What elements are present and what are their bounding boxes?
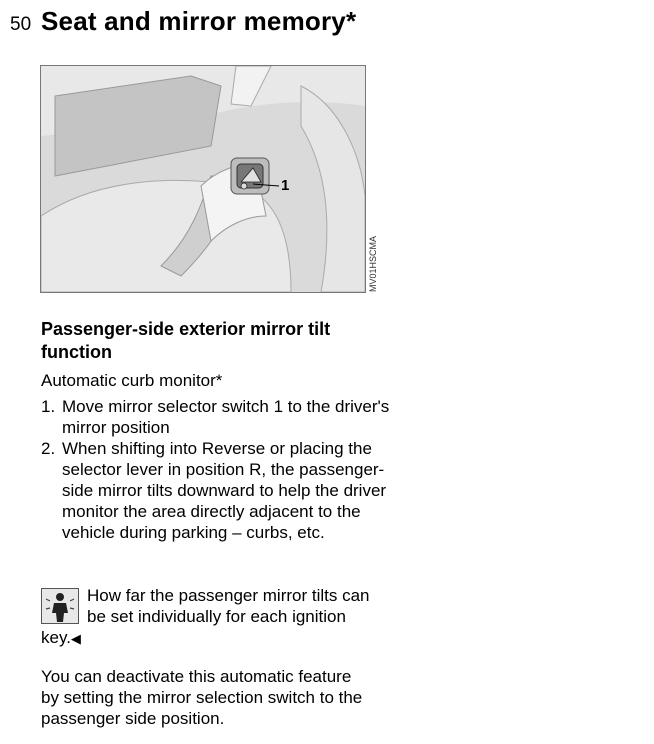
mirror-switch-figure (40, 65, 366, 293)
figure-code-text: MV01HSCMA (368, 235, 378, 292)
step-text: When shifting into Reverse or placing the selector lever in position R, the passenger-side mirror tilts downward to help the driver monitor the area directly adjacent to the vehicle during parking – curbs, etc. (62, 439, 387, 542)
door-panel-illustration (41, 66, 365, 292)
list-item (41, 396, 401, 438)
final-paragraph: You can deactivate this automatic feature by setting the mirror selection switch to the passenger side position. (41, 667, 363, 728)
step-number: 1. (41, 397, 56, 416)
page-number: 50 (10, 14, 32, 35)
person-icon (41, 588, 79, 624)
note-text: How far the passenger mirror tilts can be set individually for each ignition key. (41, 586, 370, 647)
callout-label: 1 (281, 177, 290, 194)
end-marker-icon: ◀ (70, 631, 81, 646)
step-text: Move mirror selector switch 1 to the driver's mirror position (62, 397, 390, 437)
step-number: 2. (41, 439, 56, 458)
figure-code (366, 220, 380, 292)
steps-list (41, 396, 401, 543)
intro-text: Automatic curb monitor* (41, 371, 223, 390)
note-block (41, 585, 381, 649)
list-item (41, 438, 401, 543)
page-title: Seat and mirror memory* (41, 6, 357, 36)
section-heading: Passenger-side exterior mirror tilt function (41, 319, 331, 362)
